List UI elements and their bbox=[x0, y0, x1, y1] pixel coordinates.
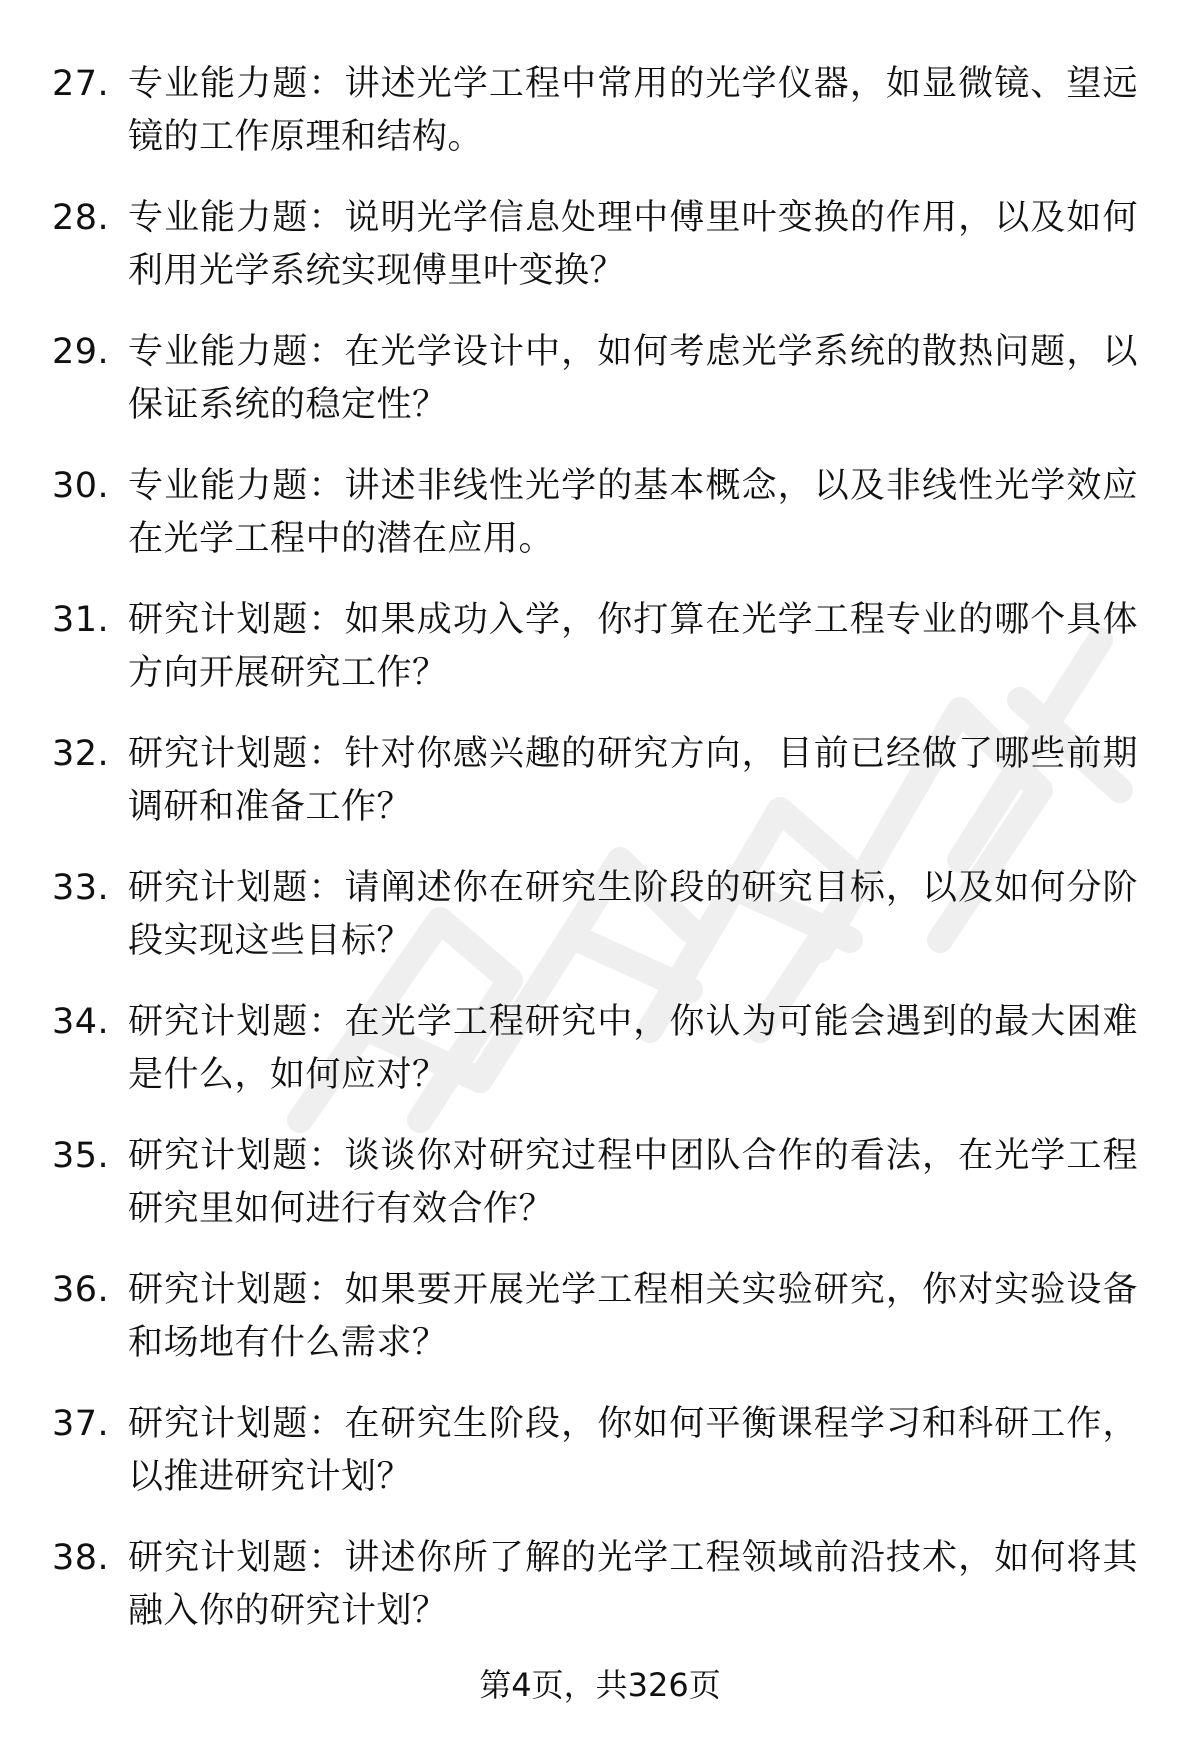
question-list bbox=[0, 58, 1200, 1666]
list-item bbox=[0, 1532, 1200, 1666]
question-text: 研究计划题：谈谈你对研究过程中团队合作的看法，在光学工程研究里如何进行有效合作？ bbox=[128, 1136, 1138, 1229]
page-footer: 第4页，共326页 bbox=[479, 1666, 721, 1704]
question-text: 专业能力题：讲述非线性光学的基本概念，以及非线性光学效应在光学工程中的潜在应用。 bbox=[128, 466, 1138, 559]
question-text: 专业能力题：在光学设计中，如何考虑光学系统的散热问题，以保证系统的稳定性？ bbox=[128, 332, 1138, 425]
list-item bbox=[0, 1398, 1200, 1532]
question-text: 研究计划题：如果成功入学，你打算在光学工程专业的哪个具体方向开展研究工作？ bbox=[128, 600, 1138, 693]
list-item bbox=[0, 728, 1200, 862]
question-number: 38. bbox=[52, 1538, 110, 1578]
question-number: 30. bbox=[52, 466, 110, 506]
list-item bbox=[0, 1264, 1200, 1398]
list-item bbox=[0, 996, 1200, 1130]
question-number: 27. bbox=[52, 64, 110, 104]
list-item bbox=[0, 58, 1200, 192]
question-number: 29. bbox=[52, 332, 110, 372]
list-item bbox=[0, 326, 1200, 460]
question-number: 32. bbox=[52, 734, 110, 774]
question-number: 33. bbox=[52, 868, 110, 908]
question-number: 35. bbox=[52, 1136, 110, 1176]
question-text: 研究计划题：讲述你所了解的光学工程领域前沿技术，如何将其融入你的研究计划？ bbox=[128, 1538, 1138, 1631]
question-number: 36. bbox=[52, 1270, 110, 1310]
list-item bbox=[0, 192, 1200, 326]
question-number: 28. bbox=[52, 198, 110, 238]
question-text: 研究计划题：在研究生阶段，你如何平衡课程学习和科研工作，以推进研究计划？ bbox=[128, 1404, 1138, 1497]
question-number: 34. bbox=[52, 1002, 110, 1042]
list-item bbox=[0, 594, 1200, 728]
question-text: 研究计划题：如果要开展光学工程相关实验研究，你对实验设备和场地有什么需求？ bbox=[128, 1270, 1138, 1363]
list-item bbox=[0, 1130, 1200, 1264]
question-number: 31. bbox=[52, 600, 110, 640]
question-text: 专业能力题：说明光学信息处理中傅里叶变换的作用，以及如何利用光学系统实现傅里叶变换？ bbox=[128, 198, 1138, 291]
question-number: 37. bbox=[52, 1404, 110, 1444]
question-text: 研究计划题：在光学工程研究中，你认为可能会遇到的最大困难是什么，如何应对？ bbox=[128, 1002, 1138, 1095]
list-item bbox=[0, 460, 1200, 594]
question-text: 研究计划题：针对你感兴趣的研究方向，目前已经做了哪些前期调研和准备工作？ bbox=[128, 734, 1138, 827]
question-text: 专业能力题：讲述光学工程中常用的光学仪器，如显微镜、望远镜的工作原理和结构。 bbox=[128, 64, 1138, 157]
list-item bbox=[0, 862, 1200, 996]
question-text: 研究计划题：请阐述你在研究生阶段的研究目标，以及如何分阶段实现这些目标？ bbox=[128, 868, 1138, 961]
